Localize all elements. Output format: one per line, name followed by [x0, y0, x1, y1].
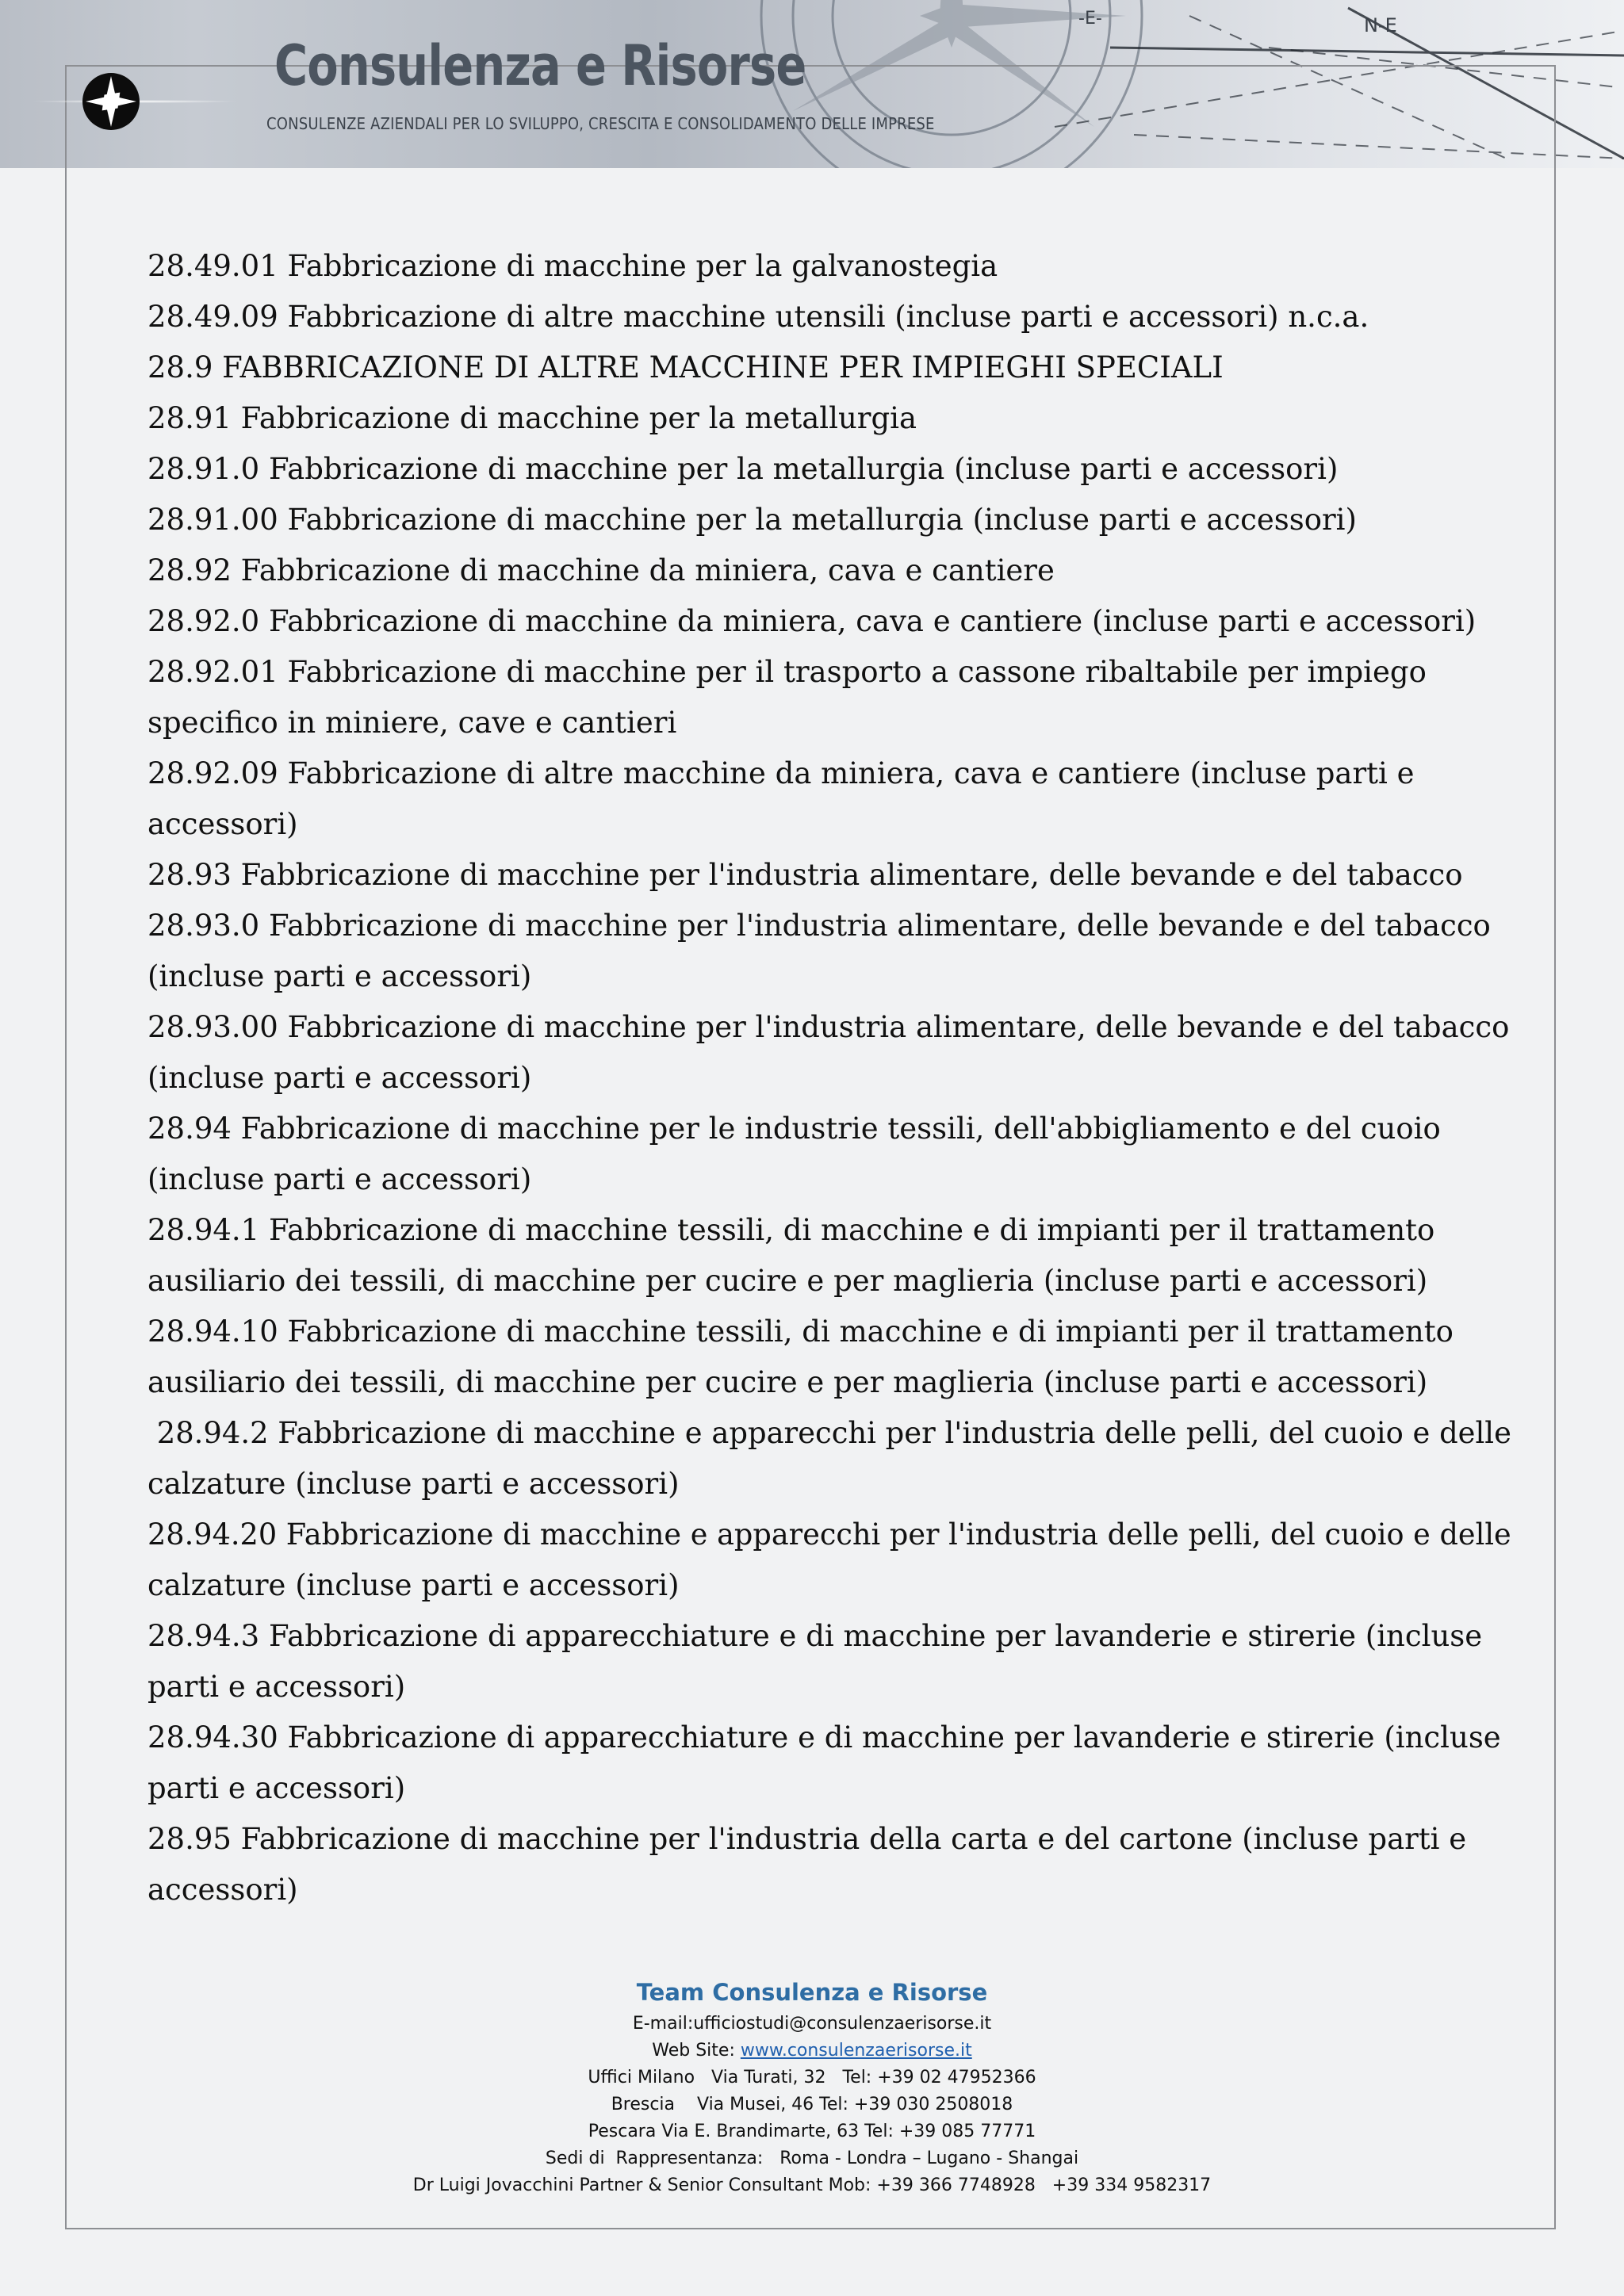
text-line: 28.91.00 Fabbricazione di macchine per la metallurgia (incluse parti e accessori): [147, 503, 1357, 537]
text-line: (incluse parti e accessori): [147, 959, 532, 993]
text-line: 28.94.10 Fabbricazione di macchine tessili, di macchine e di impianti per il trattamento: [147, 1314, 1454, 1349]
footer-website-label: Web Site:: [652, 2041, 741, 2061]
text-line: (incluse parti e accessori): [147, 1162, 532, 1196]
text-line: 28.92 Fabbricazione di macchine da miniera, cava e cantiere: [147, 553, 1055, 587]
text-line: specifico in miniere, cave e cantieri: [147, 706, 677, 740]
footer-milano: Uffici Milano Via Turati, 32 Tel: +39 02 47952366: [588, 2068, 1036, 2087]
text-line: 28.93 Fabbricazione di macchine per l'industria alimentare, delle bevande e del tabacco: [147, 858, 1463, 892]
footer-contact: Dr Luigi Jovacchini Partner & Senior Consultant Mob: +39 366 7748928 +39 334 9582317: [412, 2175, 1212, 2195]
text-line: 28.94.20 Fabbricazione di macchine e apparecchi per l'industria delle pelli, del cuoio e delle: [147, 1517, 1511, 1552]
footer-sedi: Sedi di Rappresentanza: Roma - Londra – Lugano - Shangai: [545, 2149, 1079, 2168]
brand-title: Consulenza e Risorse: [274, 33, 806, 98]
text-line: calzature (incluse parti e accessori): [147, 1568, 680, 1602]
footer-email: E-mail:ufficiostudi@consulenzaerisorse.it: [632, 2014, 992, 2034]
text-line: 28.94.30 Fabbricazione di apparecchiature e di macchine per lavanderie e stirerie (incluse: [147, 1720, 1501, 1755]
text-line: 28.94.2 Fabbricazione di macchine e apparecchi per l'industria delle pelli, del cuoio e delle: [147, 1416, 1511, 1450]
text-line: 28.94.1 Fabbricazione di macchine tessili, di macchine e di impianti per il trattamento: [147, 1213, 1435, 1247]
text-line: accessori): [147, 807, 298, 841]
text-line: 28.92.01 Fabbricazione di macchine per il trasporto a cassone ribaltabile per impiego: [147, 655, 1427, 689]
text-line: 28.95 Fabbricazione di macchine per l'industria della carta e del cartone (incluse parti e: [147, 1822, 1467, 1856]
text-line: ausiliario dei tessili, di macchine per cucire e per maglieria (incluse parti e accessori): [147, 1365, 1428, 1399]
document-body: [147, 241, 1511, 1915]
text-line: 28.49.01 Fabbricazione di macchine per la galvanostegia: [147, 249, 998, 283]
text-line: (incluse parti e accessori): [147, 1061, 532, 1095]
text-line: 28.91.0 Fabbricazione di macchine per la metallurgia (incluse parti e accessori): [147, 452, 1339, 486]
footer-team: Team Consulenza e Risorse: [636, 1979, 988, 2006]
footer: [0, 1974, 1624, 2199]
text-line: 28.94.3 Fabbricazione di apparecchiature e di macchine per lavanderie e stirerie (incluse: [147, 1619, 1483, 1653]
text-line: 28.94 Fabbricazione di macchine per le industrie tessili, dell'abbigliamento e del cuoio: [147, 1112, 1441, 1146]
text-line: 28.9 FABBRICAZIONE DI ALTRE MACCHINE PER IMPIEGHI SPECIALI: [147, 350, 1224, 385]
text-line: accessori): [147, 1873, 298, 1907]
text-line: 28.92.0 Fabbricazione di macchine da miniera, cava e cantiere (incluse parti e accessori): [147, 604, 1477, 638]
text-line: 28.92.09 Fabbricazione di altre macchine da miniera, cava e cantiere (incluse parti e: [147, 756, 1415, 790]
footer-website: [0, 2038, 1624, 2064]
text-line: calzature (incluse parti e accessori): [147, 1467, 680, 1501]
text-line: parti e accessori): [147, 1670, 406, 1704]
text-line: 28.93.00 Fabbricazione di macchine per l'industria alimentare, delle bevande e del tabacco: [147, 1010, 1510, 1044]
footer-brescia: Brescia Via Musei, 46 Tel: +39 030 2508018: [611, 2095, 1013, 2114]
text-line: 28.49.09 Fabbricazione di altre macchine utensili (incluse parti e accessori) n.c.a.: [147, 300, 1369, 334]
text-line: 28.93.0 Fabbricazione di macchine per l'industria alimentare, delle bevande e del tabacco: [147, 909, 1491, 943]
text-line: ausiliario dei tessili, di macchine per cucire e per maglieria (incluse parti e accessori): [147, 1264, 1428, 1298]
text-line: parti e accessori): [147, 1771, 406, 1805]
footer-pescara: Pescara Via E. Brandimarte, 63 Tel: +39 085 77771: [588, 2122, 1036, 2141]
svg-text:-E-: -E-: [1078, 9, 1102, 29]
star-icon: [32, 59, 238, 146]
website-link[interactable]: www.consulenzaerisorse.it: [740, 2041, 972, 2061]
brand-tagline: CONSULENZE AZIENDALI PER LO SVILUPPO, CRESCITA E CONSOLIDAMENTO DELLE IMPRESE: [266, 114, 935, 133]
svg-text:N-E: N-E: [1364, 14, 1397, 36]
text-line: 28.91 Fabbricazione di macchine per la metallurgia: [147, 401, 917, 435]
